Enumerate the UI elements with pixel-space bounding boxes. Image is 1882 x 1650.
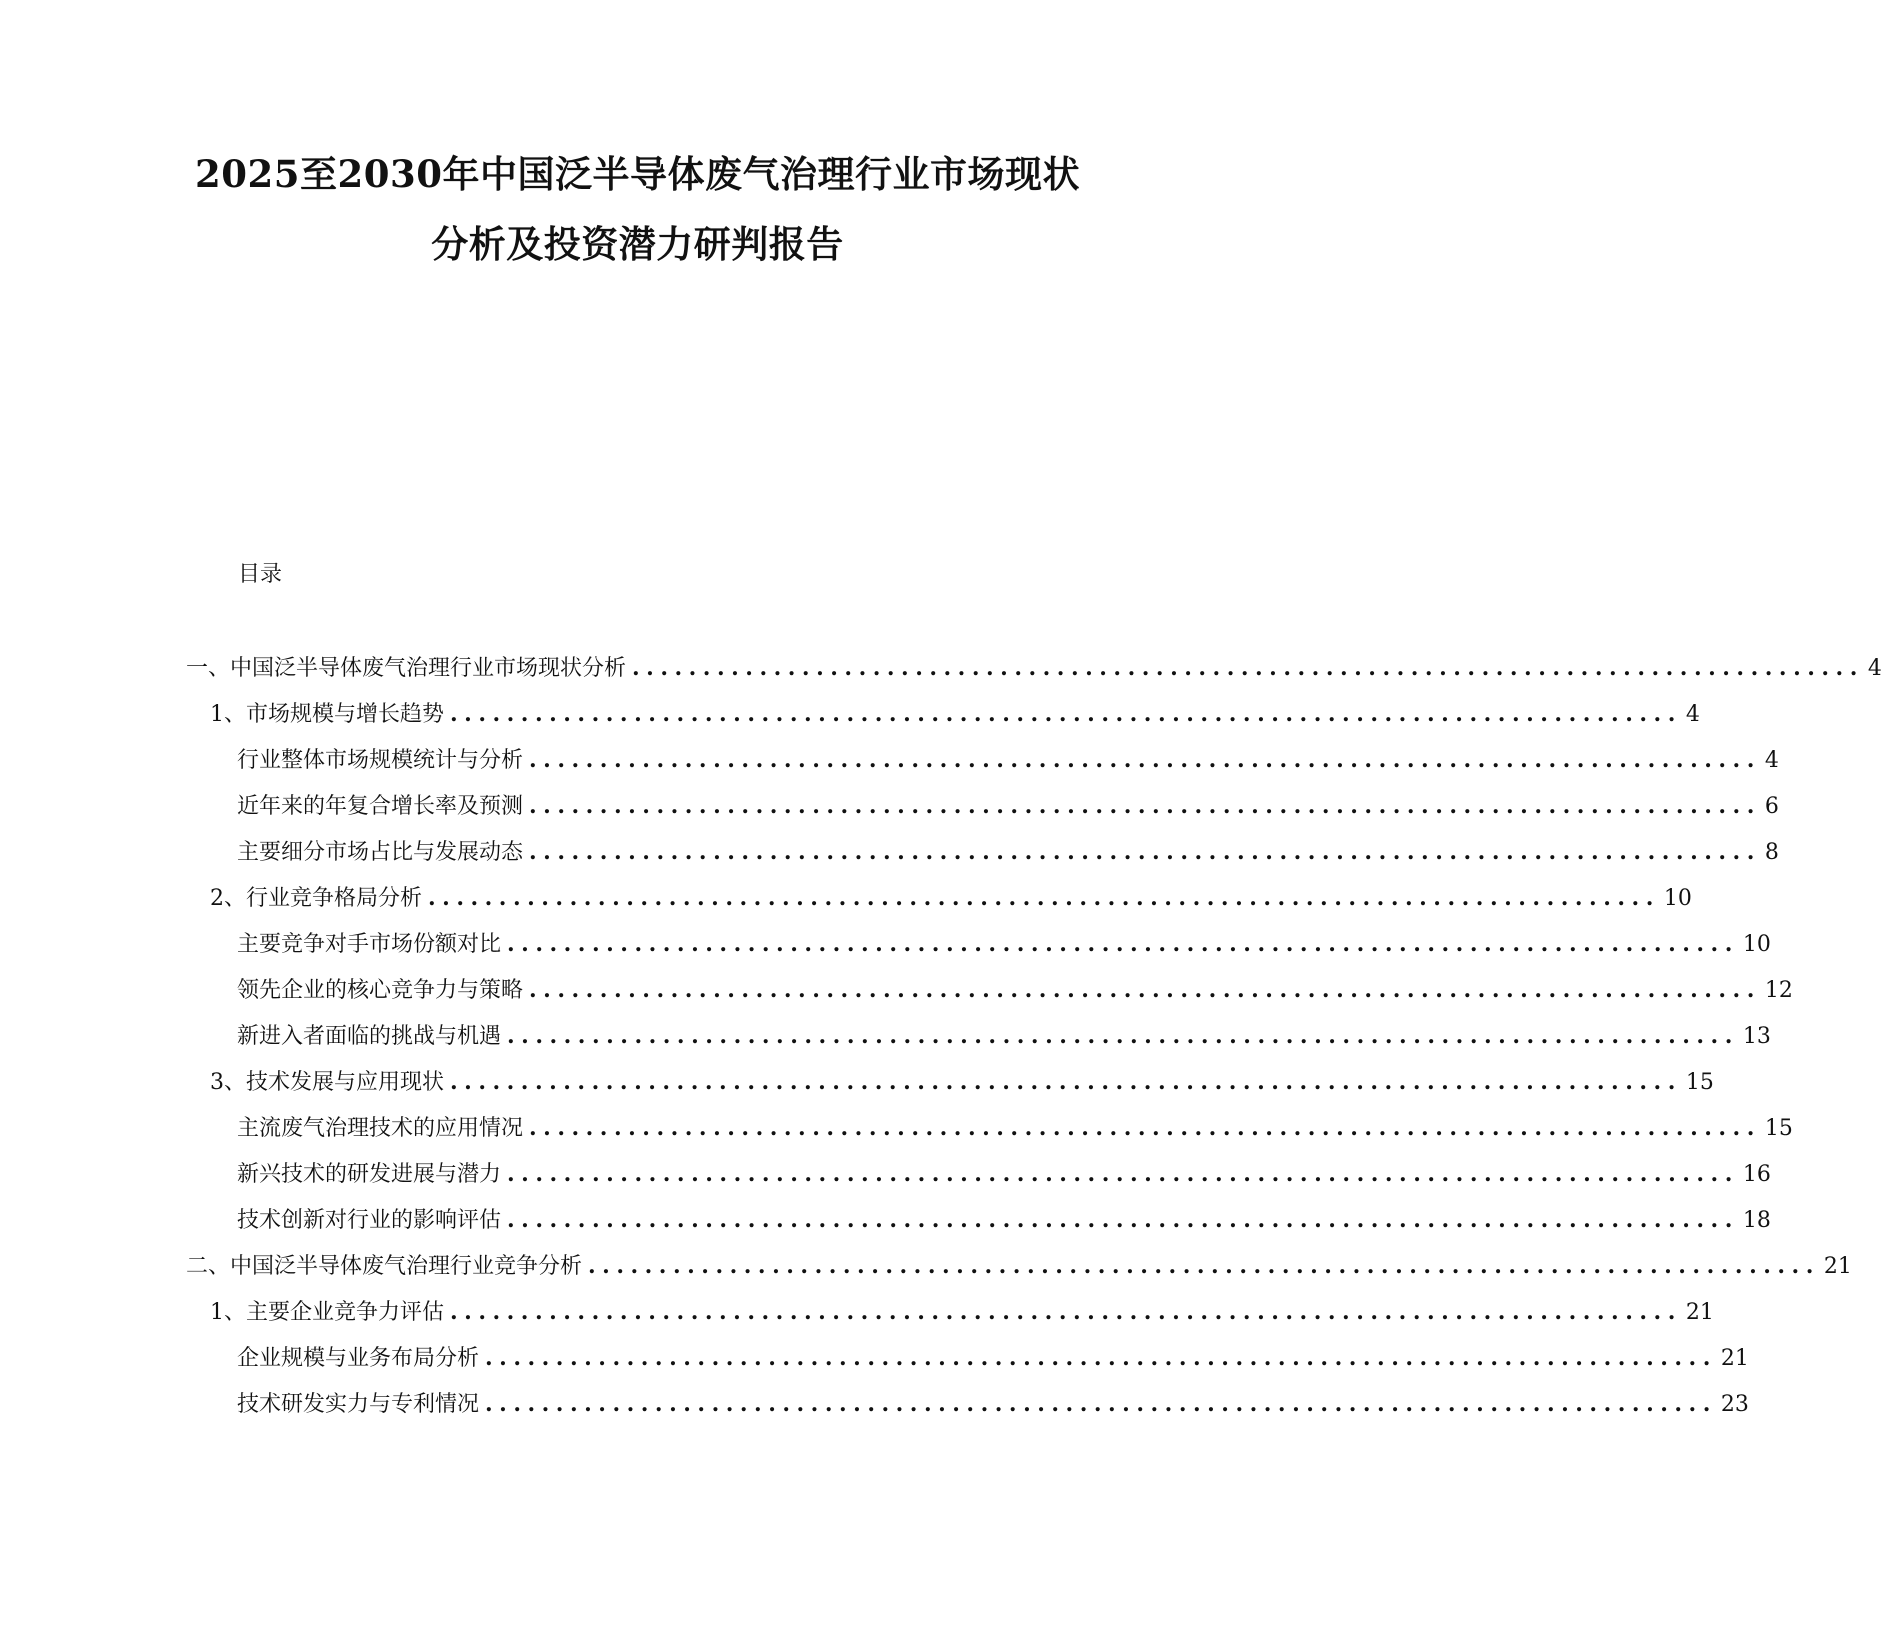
toc-entry-page: 21 xyxy=(1720,1346,1749,1371)
toc-entry[interactable] xyxy=(210,698,1700,730)
toc-entry-label: 3、技术发展与应用现状 xyxy=(210,1070,444,1095)
toc-entry-page: 15 xyxy=(1764,1116,1793,1141)
toc-leader-dots: ....................................................................................... xyxy=(529,977,1761,1003)
toc-entry[interactable] xyxy=(237,1342,1749,1374)
toc-entry-label: 一、中国泛半导体废气治理行业市场现状分析 xyxy=(186,656,627,681)
document-title-line-2: 分析及投资潜力研判报告 xyxy=(431,222,844,266)
toc-entry[interactable] xyxy=(210,1296,1714,1328)
toc-leader-dots: ....................................................................................... xyxy=(529,839,1761,865)
toc-entry[interactable] xyxy=(237,744,1779,776)
toc-entry[interactable] xyxy=(237,1158,1771,1190)
toc-leader-dots: ....................................................................................... xyxy=(428,885,1660,911)
toc-entry-page: 10 xyxy=(1663,886,1692,911)
toc-leader-dots: ....................................................................................... xyxy=(450,701,1682,727)
toc-entry-page: 21 xyxy=(1685,1300,1714,1325)
toc-entry[interactable] xyxy=(186,1250,1852,1282)
toc-entry-page: 4 xyxy=(1764,748,1779,773)
toc-entry[interactable] xyxy=(237,836,1779,868)
toc-entry-page: 15 xyxy=(1685,1070,1714,1095)
document-title-line-1: 2025至2030年中国泛半导体废气治理行业市场现状 xyxy=(195,152,1080,196)
toc-entry-page: 16 xyxy=(1742,1162,1771,1187)
toc-entry-label: 1、主要企业竞争力评估 xyxy=(210,1300,444,1325)
toc-leader-dots: ....................................................................................... xyxy=(450,1069,1682,1095)
toc-leader-dots: ....................................................................................... xyxy=(507,931,1739,957)
toc-entry[interactable] xyxy=(237,1020,1771,1052)
toc-entry-page: 21 xyxy=(1823,1254,1852,1279)
toc-entry-label: 1、市场规模与增长趋势 xyxy=(210,702,444,727)
toc-leader-dots: ....................................................................................... xyxy=(588,1253,1820,1279)
toc-leader-dots: ....................................................................................... xyxy=(485,1391,1717,1417)
toc-entry-label: 技术研发实力与专利情况 xyxy=(237,1392,480,1417)
toc-entry-label: 近年来的年复合增长率及预测 xyxy=(237,794,524,819)
toc-entry-page: 10 xyxy=(1742,932,1771,957)
toc-entry-page: 23 xyxy=(1720,1392,1749,1417)
toc-entry[interactable] xyxy=(210,882,1692,914)
toc-entry-page: 4 xyxy=(1685,702,1700,727)
toc-leader-dots: ....................................................................................... xyxy=(507,1023,1739,1049)
toc-entry-page: 8 xyxy=(1764,840,1779,865)
toc-entry[interactable] xyxy=(237,790,1779,822)
toc-leader-dots: ....................................................................................... xyxy=(529,1115,1761,1141)
toc-entry[interactable] xyxy=(210,1066,1714,1098)
toc-entry-page: 12 xyxy=(1764,978,1793,1003)
toc-leader-dots: ....................................................................................... xyxy=(529,747,1761,773)
toc-entry-label: 二、中国泛半导体废气治理行业竞争分析 xyxy=(186,1254,583,1279)
toc-entry-label: 主流废气治理技术的应用情况 xyxy=(237,1116,524,1141)
toc-entry-label: 2、行业竞争格局分析 xyxy=(210,886,422,911)
toc-entry[interactable] xyxy=(237,974,1793,1006)
toc-entry-label: 主要竞争对手市场份额对比 xyxy=(237,932,502,957)
toc-leader-dots: ....................................................................................... xyxy=(507,1207,1739,1233)
toc-leader-dots: ....................................................................................... xyxy=(450,1299,1682,1325)
toc-entry[interactable] xyxy=(186,652,1882,684)
toc-entry[interactable] xyxy=(237,1388,1749,1420)
toc-entry-page: 6 xyxy=(1764,794,1779,819)
toc-entry-page: 13 xyxy=(1742,1024,1771,1049)
toc-entry-label: 领先企业的核心竞争力与策略 xyxy=(237,978,524,1003)
toc-entry-label: 新兴技术的研发进展与潜力 xyxy=(237,1162,502,1187)
toc-leader-dots: ....................................................................................... xyxy=(632,655,1864,681)
toc-entry-label: 技术创新对行业的影响评估 xyxy=(237,1208,502,1233)
toc-entry[interactable] xyxy=(237,928,1771,960)
toc-leader-dots: ....................................................................................... xyxy=(485,1345,1717,1371)
toc-leader-dots: ....................................................................................... xyxy=(529,793,1761,819)
toc-entry-label: 企业规模与业务布局分析 xyxy=(237,1346,480,1371)
toc-heading: 目录 xyxy=(238,562,283,587)
toc-entry-label: 新进入者面临的挑战与机遇 xyxy=(237,1024,502,1049)
toc-entry-page: 4 xyxy=(1867,656,1882,681)
toc-leader-dots: ....................................................................................... xyxy=(507,1161,1739,1187)
toc-entry-label: 主要细分市场占比与发展动态 xyxy=(237,840,524,865)
toc-entry-label: 行业整体市场规模统计与分析 xyxy=(237,748,524,773)
toc-entry-page: 18 xyxy=(1742,1208,1771,1233)
toc-entry[interactable] xyxy=(237,1204,1771,1236)
toc-entry[interactable] xyxy=(237,1112,1793,1144)
